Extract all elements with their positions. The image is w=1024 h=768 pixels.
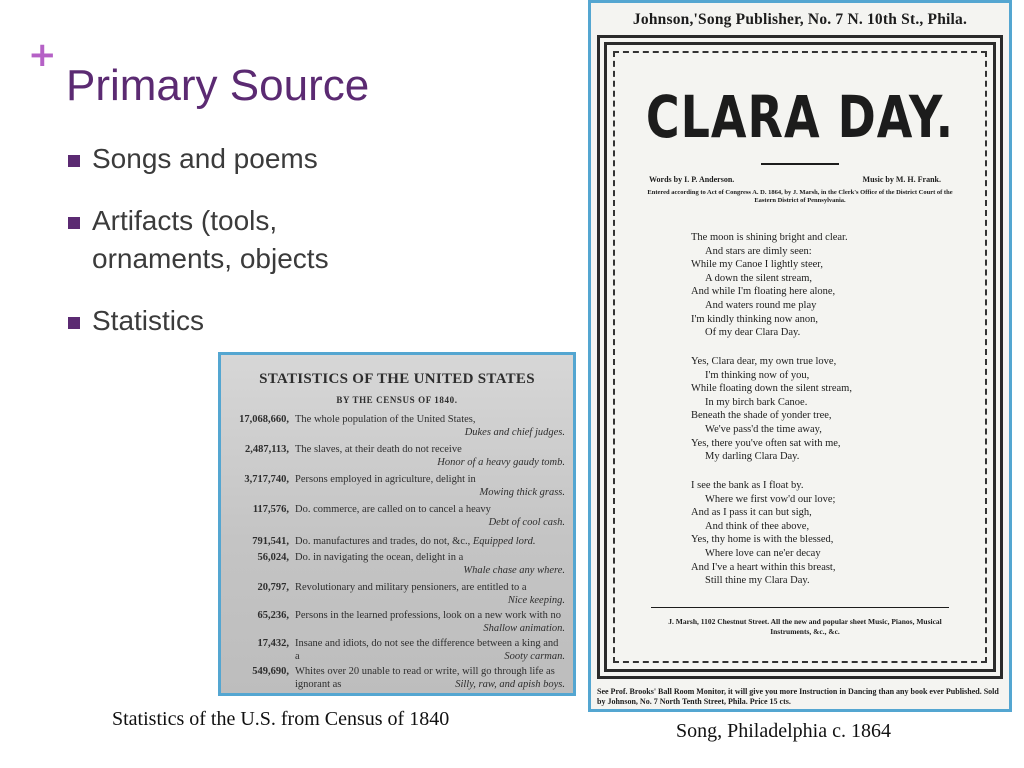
- lyric-line: A down the silent stream,: [705, 272, 813, 284]
- census-row: [227, 473, 565, 503]
- census-text: [295, 581, 565, 607]
- census-row: [227, 413, 565, 443]
- census-row-italic: Mowing thick grass.: [479, 487, 565, 498]
- divider: [651, 607, 949, 608]
- census-row-text: Do. in navigating the ocean, delight in a: [295, 552, 464, 563]
- census-image: [218, 352, 576, 696]
- song-sheet-image: [588, 0, 1012, 712]
- lyric-line: I'm kindly thinking now anon,: [691, 313, 819, 325]
- lyric-line: The moon is shining bright and clear.: [691, 232, 848, 243]
- square-bullet-icon: [68, 217, 80, 229]
- census-row-text: The whole population of the United States,: [295, 414, 476, 425]
- census-row-text: Revolutionary and military pensioners, are entitled to a: [295, 582, 527, 593]
- census-number: 549,690,: [252, 666, 289, 677]
- census-number: 117,576,: [252, 504, 289, 515]
- lyric-line: We've pass'd the time away,: [705, 423, 822, 435]
- lyric-line: Yes, Clara dear, my own true love,: [691, 356, 837, 367]
- census-row-text: The slaves, at their death do not receive: [295, 444, 462, 455]
- song-stanza: [691, 479, 951, 588]
- song-stanza: [691, 231, 951, 340]
- lyric-line: Beneath the shade of yonder tree,: [691, 410, 832, 422]
- bullet-text: Songs and poems: [92, 143, 318, 174]
- slide-title: Primary Source: [66, 61, 370, 110]
- census-row-text: Persons in the learned professions, look on a new work with no: [295, 610, 561, 621]
- census-row-text: Do. manufactures and trades, do not, &c.,: [295, 536, 471, 547]
- lyric-line: And think of thee above,: [705, 520, 810, 532]
- lyric-line: While floating down the silent stream,: [691, 383, 852, 395]
- census-number: 20,797,: [257, 582, 289, 593]
- census-number: 17,432,: [257, 638, 289, 649]
- census-number: 3,717,740,: [244, 474, 289, 485]
- song-stanza: [691, 355, 951, 464]
- lyric-line: And while I'm floating here alone,: [691, 286, 836, 298]
- census-title: STATISTICS OF THE UNITED STATES: [259, 371, 535, 387]
- song-copyright: Entered according to Act of Congress A. D. 1864, by J. Marsh, in the Clerk's Office of the District Court of the Eastern District of Pennsylvania.: [647, 189, 953, 204]
- census-row: [227, 665, 565, 693]
- census-number: 17,068,660,: [239, 414, 289, 425]
- lyric-line: While my Canoe I lightly steer,: [691, 259, 823, 271]
- square-bullet-icon: [68, 155, 80, 167]
- census-number: 65,236,: [257, 610, 289, 621]
- divider: [761, 163, 839, 165]
- lyric-line: Of my dear Clara Day.: [705, 327, 801, 339]
- census-text: [295, 637, 565, 663]
- census-row-italic: Silly, raw, and apish boys.: [455, 679, 565, 690]
- census-row: [227, 637, 565, 665]
- lyric-line: And I've a heart within this breast,: [691, 561, 836, 573]
- lyric-line: Where love can ne'er decay: [705, 547, 821, 559]
- census-text: [295, 473, 565, 499]
- census-number: 2,487,113,: [244, 444, 289, 455]
- lyric-line: And stars are dimly seen:: [705, 245, 812, 257]
- census-row-text: Insane and idiots, do not see the difference between a king and a: [295, 638, 559, 662]
- bullet-item-artifacts: [66, 202, 416, 278]
- census-text: [295, 535, 565, 548]
- census-text: [295, 413, 565, 439]
- census-subtitle: BY THE CENSUS OF 1840.: [336, 395, 458, 405]
- lyric-line: Still thine my Clara Day.: [705, 575, 810, 587]
- bullet-list: [66, 140, 416, 364]
- bullet-item-songs: [66, 140, 416, 178]
- lyric-line: Where we first vow'd our love;: [705, 493, 836, 505]
- lyric-line: Yes, there you've often sat with me,: [691, 437, 841, 449]
- census-row-italic: Whale chase any where.: [463, 565, 565, 576]
- census-row-italic: Shallow animation.: [483, 623, 565, 634]
- census-row-text: Persons employed in agriculture, delight in: [295, 474, 476, 485]
- lyric-line: In my birch bark Canoe.: [705, 396, 808, 408]
- census-row-italic: Sooty carman.: [504, 651, 565, 662]
- census-row-italic: Debt of cool cash.: [488, 517, 565, 528]
- plus-icon: +: [28, 35, 57, 75]
- census-row-text: Whites over 20 unable to read or write, will go through life as ignorant as: [295, 666, 555, 690]
- lyric-line: And waters round me play: [705, 299, 817, 311]
- square-bullet-icon: [68, 317, 80, 329]
- census-row: [227, 609, 565, 637]
- bullet-item-statistics: [66, 302, 416, 340]
- census-caption: Statistics of the U.S. from Census of 1840: [112, 708, 450, 730]
- census-number: 56,024,: [257, 552, 289, 563]
- census-row: [227, 551, 565, 581]
- song-music-by: Music by M. H. Frank.: [862, 175, 941, 184]
- bullet-text: Artifacts (tools, ornaments, objects: [92, 205, 329, 275]
- song-words-by: Words by I. P. Anderson.: [649, 175, 735, 184]
- song-publisher: Johnson,'Song Publisher, No. 7 N. 10th St., Phila.: [632, 11, 968, 28]
- census-number: 791,541,: [252, 536, 289, 547]
- census-row-italic: Dukes and chief judges.: [464, 427, 565, 438]
- census-text: [295, 503, 565, 529]
- lyric-line: I see the bank as I float by.: [691, 480, 804, 491]
- lyric-line: I'm thinking now of you,: [705, 369, 810, 381]
- census-row: [227, 443, 565, 473]
- song-sheet-footer: See Prof. Brooks' Ball Room Monitor, it will give you more Instruction in Dancing than any book ever Published. Sold by Johnson, No. 7 North Tenth Street, Phila. Price 15 cts.: [597, 687, 999, 706]
- lyric-line: And as I pass it can but sigh,: [691, 507, 812, 519]
- census-text: [295, 609, 565, 635]
- census-text: [295, 665, 565, 691]
- song-title: CLARA DAY.: [645, 83, 955, 151]
- census-row-italic: Nice keeping.: [507, 595, 565, 606]
- song-sheet-advert: J. Marsh, 1102 Chestnut Street. All the new and popular sheet Music, Pianos, Musical Instruments, &c., &c.: [668, 617, 942, 636]
- census-row-text: Do. commerce, are called on to cancel a heavy: [295, 504, 491, 515]
- lyric-line: My darling Clara Day.: [705, 451, 800, 463]
- census-text: [295, 443, 565, 469]
- census-text: [295, 551, 565, 577]
- census-row-italic: Equipped lord.: [472, 536, 536, 547]
- census-row: [227, 581, 565, 611]
- census-row: [227, 503, 565, 533]
- song-caption: Song, Philadelphia c. 1864: [676, 720, 891, 742]
- bullet-text: Statistics: [92, 305, 205, 337]
- census-row-italic: Honor of a heavy gaudy tomb.: [437, 457, 565, 468]
- lyric-line: Yes, thy home is with the blessed,: [691, 534, 834, 546]
